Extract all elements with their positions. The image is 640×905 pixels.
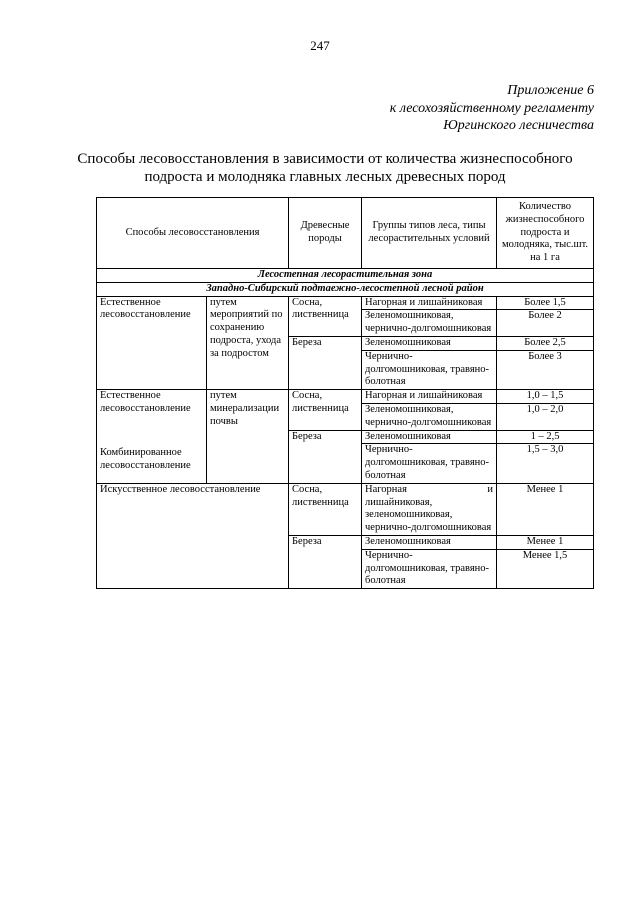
table-row [97, 390, 594, 404]
quantity-cell: Менее 1 [497, 535, 594, 549]
forest-type-cell: Чернично-долгомошниковая, травяно-болотная [362, 350, 497, 389]
forest-type-word: Нагорная [365, 483, 407, 495]
quantity-cell: Более 2,5 [497, 336, 594, 350]
forest-type-cell: Нагорная и лишайниковая [362, 390, 497, 404]
zone-row [97, 269, 594, 283]
method-text: Естественное лесовосстановление [100, 390, 191, 414]
zone-title: Лесостепная лесорастительная зона [97, 269, 594, 283]
forest-type-word: и [487, 483, 494, 495]
method-cell: Искусственное лесовосстановление [97, 483, 289, 588]
measure-cell: путем мероприятий по сохранению подроста, ухода за подростом [207, 296, 289, 390]
title-line-1: Способы лесовосстановления в зависимости от количества жизнеспособного [77, 151, 573, 167]
page-number: 247 [310, 38, 330, 53]
method-cell [97, 390, 207, 484]
quantity-cell: Менее 1,5 [497, 549, 594, 588]
header-methods: Способы лесовосстановления [97, 198, 289, 269]
quantity-cell: 1,0 – 2,0 [497, 403, 594, 430]
document-title [60, 150, 590, 186]
species-cell: Береза [289, 535, 362, 588]
title-line-2: подроста и молодняка главных лесных древесных пород [144, 169, 506, 185]
quantity-cell: 1,5 – 3,0 [497, 444, 594, 483]
forest-type-cell [362, 483, 497, 535]
quantity-cell: Более 1,5 [497, 296, 594, 310]
quantity-cell: Более 2 [497, 310, 594, 337]
quantity-cell: 1 – 2,5 [497, 430, 594, 444]
appendix-line-1: Приложение 6 [507, 83, 594, 98]
forest-type-text: лишайниковая, зеленомошниковая, чернично-долгомошниковая [365, 496, 492, 534]
combined-method-text: Комбинированное лесовосстановление [100, 446, 191, 471]
forest-type-cell: Зеленомошниковая [362, 336, 497, 350]
header-row [97, 198, 594, 269]
species-cell: Сосна, лиственница [289, 483, 362, 535]
region-row [97, 282, 594, 296]
species-cell: Сосна, лиственница [289, 390, 362, 430]
reforestation-table [96, 197, 594, 589]
forest-type-cell: Нагорная и лишайниковая [362, 296, 497, 310]
appendix-line-3: Юргинского лесничества [443, 118, 594, 133]
table-row [97, 483, 594, 535]
appendix-heading [390, 82, 594, 135]
forest-type-first-line [365, 484, 493, 497]
species-cell: Береза [289, 336, 362, 389]
method-cell: Естественное лесовосстановление [97, 296, 207, 390]
region-title: Западно-Сибирский подтаежно-лесостепной лесной район [97, 282, 594, 296]
forest-type-cell: Зеленомошниковая [362, 535, 497, 549]
forest-type-cell: Чернично-долгомошниковая, травяно-болотная [362, 444, 497, 483]
quantity-cell: 1,0 – 1,5 [497, 390, 594, 404]
appendix-line-2: к лесохозяйственному регламенту [389, 100, 594, 116]
header-quantity: Количество жизнеспособного подроста и молодняка, тыс.шт. на 1 га [497, 198, 594, 269]
species-cell: Береза [289, 430, 362, 483]
forest-type-cell: Чернично-долгомошниковая, травяно-болотная [362, 549, 497, 588]
forest-type-cell: Зеленомошниковая [362, 430, 497, 444]
species-cell: Сосна, лиственница [289, 296, 362, 336]
header-species: Древесные породы [289, 198, 362, 269]
forest-type-cell: Зеленомошниковая, чернично-долгомошниковая [362, 310, 497, 337]
header-groups: Группы типов леса, типы лесорастительных условий [362, 198, 497, 269]
measure-cell: путем минерализации почвы [207, 390, 289, 484]
quantity-cell: Менее 1 [497, 483, 594, 535]
table-row [97, 296, 594, 310]
quantity-cell: Более 3 [497, 350, 594, 389]
forest-type-cell: Зеленомошниковая, чернично-долгомошниковая [362, 403, 497, 430]
